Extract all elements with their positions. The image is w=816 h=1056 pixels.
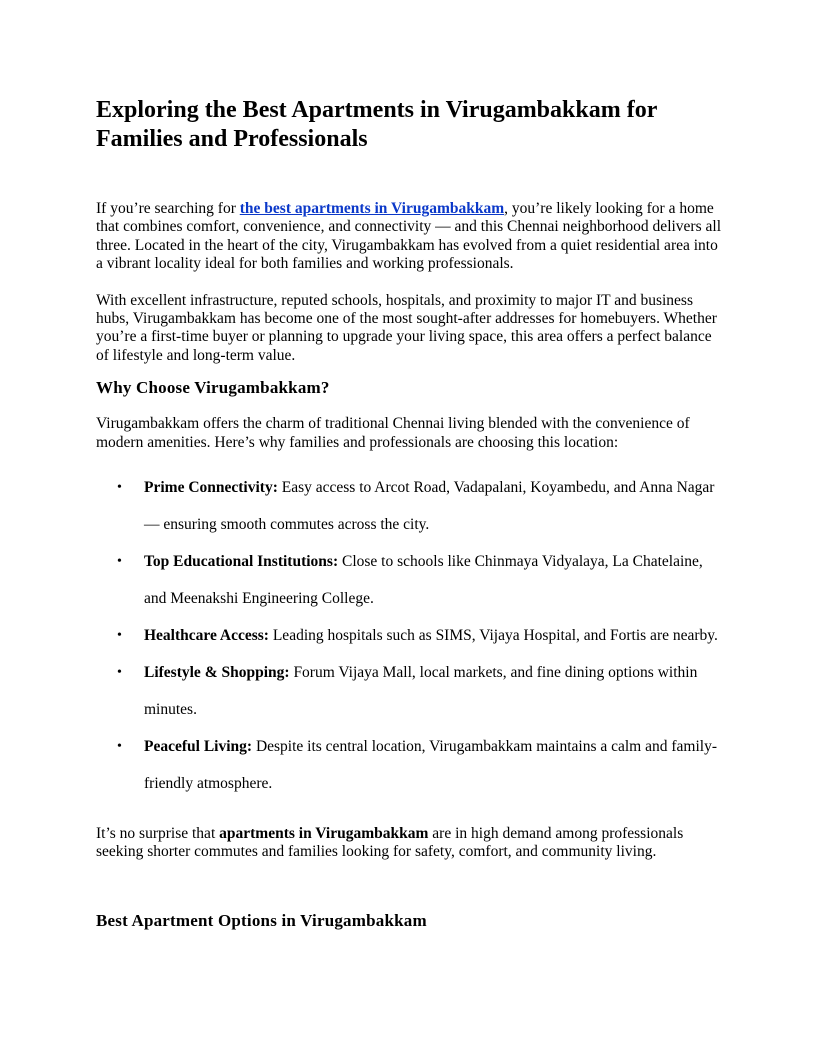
feature-title: Lifestyle & Shopping: [144, 664, 290, 682]
bullet-icon: • [117, 480, 122, 496]
article-title: Exploring the Best Apartments in Virugambakkam for Families and Professionals [96, 97, 657, 152]
why-choose-paragraph: Virugambakkam offers the charm of traditional Chennai living blended with the convenience of modern amenities. Here’s why families and professionals are choosing this location: [96, 415, 690, 451]
why-choose-heading: Why Choose Virugambakkam? [96, 378, 330, 398]
feature-text: Despite its central location, Virugambakkam maintains a calm and family-friendly atmosphere. [144, 738, 717, 793]
demand-paragraph [96, 825, 722, 862]
bullet-icon: • [117, 739, 122, 755]
best-apartments-link[interactable]: the best apartments in Virugambakkam [239, 200, 505, 217]
intro-text-start: If you’re searching for [96, 200, 240, 217]
feature-text: Leading hospitals such as SIMS, Vijaya Hospital, and Fortis are nearby. [268, 627, 718, 645]
feature-text: Forum Vijaya Mall, local markets, and fine dining options within minutes. [144, 664, 698, 719]
feature-title: Top Educational Institutions: [144, 553, 339, 571]
feature-text: Easy access to Arcot Road, Vadapalani, Koyambedu, and Anna Nagar — ensuring smooth commutes across the city. [144, 479, 715, 534]
demand-bold-phrase: apartments in Virugambakkam [219, 825, 429, 843]
feature-item-healthcare [96, 617, 722, 654]
infrastructure-paragraph: With excellent infrastructure, reputed schools, hospitals, and proximity to major IT and business hubs, Virugambakkam has become one of the most sought-after addresses for homebuyers. Whether you’re a first-time buyer or planning to upgrade your living space, this area offers a perfect balance of lifestyle and long-term value. [96, 291, 717, 364]
feature-item-lifestyle [96, 654, 722, 728]
demand-text-end: are in high demand among professionals seeking shorter commutes and families looking for safety, comfort, and community living. [96, 825, 684, 861]
bullet-icon: • [117, 665, 122, 681]
intro-text-end: , you’re likely looking for a home that combines comfort, convenience, and connectivity — and this Chennai neighborhood delivers all three. Located in the heart of the city, Virugambakkam has evolved from a quiet residential area into a vibrant locality ideal for both families and working professionals. [96, 200, 721, 273]
feature-title: Healthcare Access: [144, 627, 269, 645]
intro-paragraph [96, 200, 722, 274]
bullet-icon: • [117, 554, 122, 570]
feature-text: Close to schools like Chinmaya Vidyalaya, La Chatelaine, and Meenakshi Engineering College. [144, 553, 703, 608]
feature-item-education [96, 543, 722, 617]
feature-item-peaceful-living [96, 728, 722, 802]
document-page [96, 96, 722, 931]
demand-text-start: It’s no surprise that [96, 825, 220, 843]
feature-item-connectivity [96, 469, 722, 543]
best-options-heading: Best Apartment Options in Virugambakkam [96, 910, 427, 930]
bullet-icon: • [117, 628, 122, 644]
feature-title: Prime Connectivity: [144, 479, 278, 497]
feature-list [96, 469, 722, 802]
feature-title: Peaceful Living: [144, 738, 253, 756]
